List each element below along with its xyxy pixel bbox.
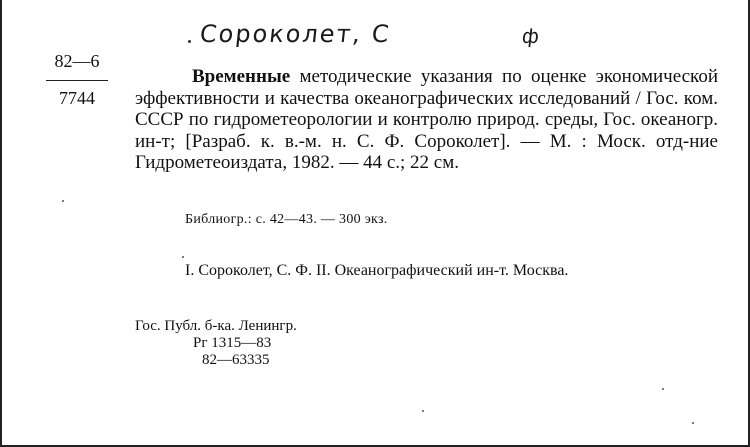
handwritten-mark: ф — [520, 24, 543, 48]
entry-body: методические указания по оценке экономической эффективности и качества океанографических исследований / Гос. ком. СССР по гидрометеорологии и контролю природ. среды, Гос. океаногр. ин-т; [Разраб. к. в.-м. н. С. Ф. Сороколет]. — М. : Моск. отд-ние Гидрометеоиздата, 1982. — 44 с.; 22 см. — [135, 66, 718, 174]
holding-accession: 82—63335 — [202, 352, 270, 368]
tracing-line: I. Сороколет, С. Ф. II. Океанографический ин-т. Москва. — [185, 262, 569, 279]
speck — [62, 200, 64, 202]
speck — [182, 256, 184, 258]
speck — [662, 388, 664, 390]
holding-stamp — [135, 318, 297, 369]
call-number-divider — [46, 80, 108, 81]
holding-library: Гос. Публ. б-ка. Ленингр. — [135, 318, 297, 334]
entry-heading: Временные — [192, 66, 291, 87]
handwritten-author: Сороколет, С — [198, 20, 393, 48]
call-number — [42, 50, 112, 109]
ink-dot — [188, 40, 191, 43]
call-number-bottom: 7744 — [59, 88, 95, 108]
speck — [692, 422, 694, 424]
bibliography-note: Библиогр.: с. 42—43. — 300 экз. — [185, 212, 388, 227]
call-number-top: 82—6 — [54, 51, 100, 71]
bibliographic-entry — [135, 66, 718, 174]
holding-number: Рг 1315—83 — [193, 335, 272, 351]
speck — [422, 410, 424, 412]
